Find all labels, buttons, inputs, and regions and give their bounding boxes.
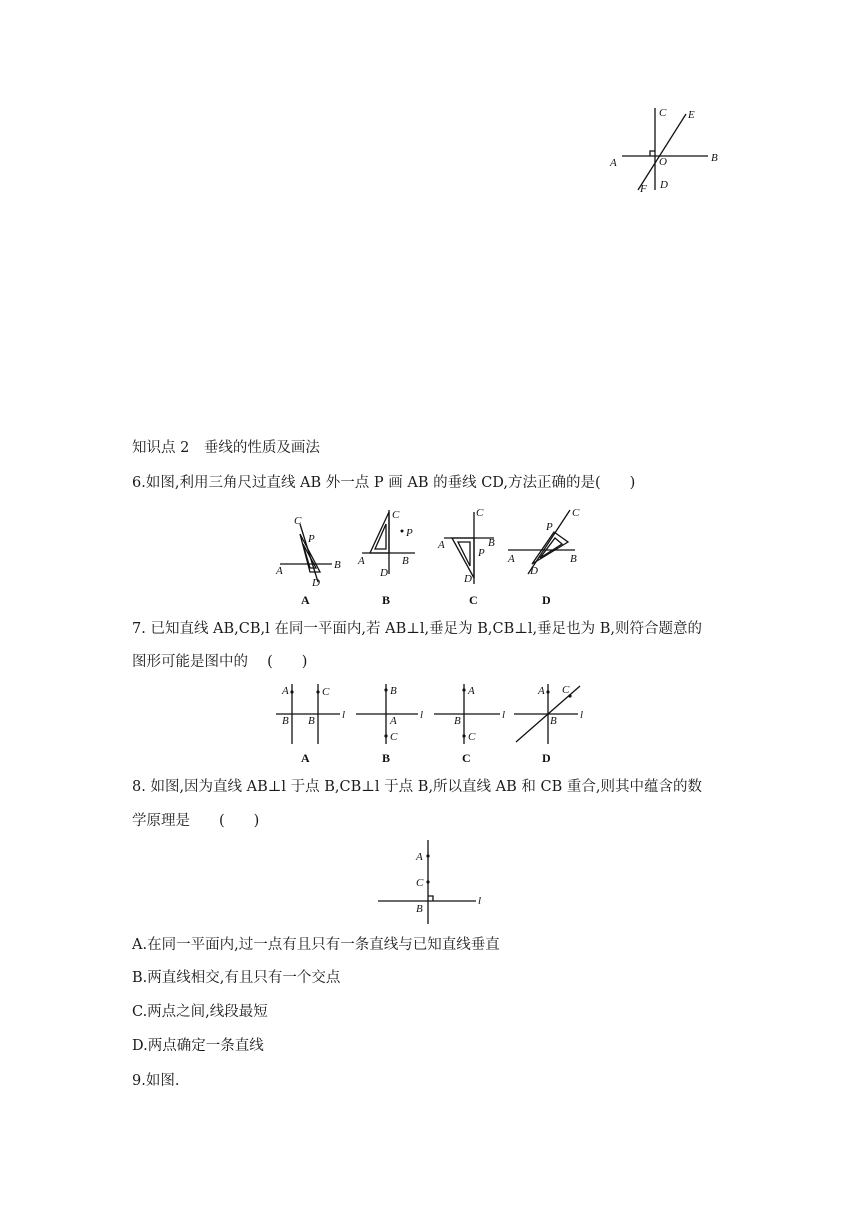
svg-text:l: l xyxy=(580,709,584,721)
svg-text:B: B xyxy=(334,559,341,571)
q7-figure-b xyxy=(356,684,423,765)
svg-text:B: B xyxy=(570,553,577,565)
q6-option-b: B xyxy=(382,593,391,607)
svg-text:A: A xyxy=(276,565,283,577)
choice-b: B.两直线相交,有且只有一个交点 xyxy=(132,970,341,986)
choice-d: D.两点确定一条直线 xyxy=(132,1038,264,1054)
svg-text:B: B xyxy=(416,903,423,915)
svg-text:A: A xyxy=(538,685,545,697)
label-f: F xyxy=(640,183,647,195)
svg-text:A: A xyxy=(508,553,515,565)
svg-text:A: A xyxy=(282,685,289,697)
question-8-line1: 8. 如图,因为直线 AB⊥l 于点 B,CB⊥l 于点 B,所以直线 AB 和 CB 重合,则其中蕴含的数 xyxy=(132,779,702,795)
svg-text:A: A xyxy=(416,851,423,863)
svg-text:B: B xyxy=(550,715,557,727)
q7-option-b: B xyxy=(382,751,391,765)
q7-option-c: C xyxy=(462,751,471,765)
label-a: A xyxy=(610,157,617,169)
label-o: O xyxy=(659,156,667,168)
svg-text:C: C xyxy=(322,686,330,698)
svg-text:B: B xyxy=(402,555,409,567)
q6-figure-c xyxy=(437,507,495,607)
svg-text:B: B xyxy=(308,715,315,727)
svg-text:D: D xyxy=(380,567,388,579)
question-7-line1: 7. 已知直线 AB,CB,l 在同一平面内,若 AB⊥l,垂足为 B,CB⊥l,垂足也为 B,则符合题意的 xyxy=(132,621,703,637)
q7-figure-c xyxy=(434,684,505,765)
q6-option-d: D xyxy=(542,593,551,607)
label-c: C xyxy=(659,107,667,119)
q6-option-c: C xyxy=(469,593,478,607)
q6-figure-b xyxy=(357,509,415,607)
svg-text:P: P xyxy=(308,533,315,545)
q7-option-a: A xyxy=(301,751,310,765)
svg-text:C: C xyxy=(476,507,484,519)
figure-q8 xyxy=(370,836,500,928)
right-angle-mark xyxy=(650,151,655,156)
svg-text:A: A xyxy=(390,715,397,727)
svg-text:C: C xyxy=(468,731,476,743)
svg-text:P: P xyxy=(406,527,413,539)
figure-q7-options xyxy=(270,680,600,770)
q6-option-a: A xyxy=(301,593,310,607)
svg-text:D: D xyxy=(312,577,320,589)
q7-figure-a xyxy=(276,684,345,765)
q7-option-d: D xyxy=(542,751,551,765)
svg-text:A: A xyxy=(358,555,365,567)
svg-text:D: D xyxy=(464,573,472,585)
svg-text:D: D xyxy=(530,565,538,577)
figure-perpendicular-lines xyxy=(600,100,730,195)
question-8-line2: 学原理是 ( ) xyxy=(132,813,260,829)
svg-text:A: A xyxy=(438,539,445,551)
choice-c: C.两点之间,线段最短 xyxy=(132,1004,268,1020)
svg-text:C: C xyxy=(392,509,400,521)
q6-figure-a xyxy=(275,515,341,607)
svg-text:l: l xyxy=(342,709,346,721)
label-d: D xyxy=(660,179,668,191)
svg-text:l: l xyxy=(420,709,424,721)
svg-text:B: B xyxy=(488,537,495,549)
question-9: 9.如图. xyxy=(132,1073,180,1089)
figure-q6-options xyxy=(270,502,600,610)
svg-text:C: C xyxy=(416,877,424,889)
svg-text:P: P xyxy=(546,521,553,533)
q6-figure-d xyxy=(507,507,580,607)
svg-text:C: C xyxy=(572,507,580,519)
svg-text:A: A xyxy=(468,685,475,697)
svg-text:l: l xyxy=(502,709,506,721)
section-title: 知识点 2 垂线的性质及画法 xyxy=(132,440,320,456)
svg-text:C: C xyxy=(562,684,570,696)
svg-text:B: B xyxy=(390,685,397,697)
q7-figure-d xyxy=(514,684,583,765)
question-6: 6.如图,利用三角尺过直线 AB 外一点 P 画 AB 的垂线 CD,方法正确的是( ) xyxy=(132,475,636,491)
question-7-line2: 图形可能是图中的 ( ) xyxy=(132,654,308,670)
label-b: B xyxy=(711,152,718,164)
svg-text:C: C xyxy=(294,515,302,527)
svg-text:l: l xyxy=(478,895,482,907)
svg-text:P: P xyxy=(478,547,485,559)
svg-text:C: C xyxy=(390,731,398,743)
svg-text:B: B xyxy=(282,715,289,727)
choice-a: A.在同一平面内,过一点有且只有一条直线与已知直线垂直 xyxy=(132,937,500,953)
svg-text:B: B xyxy=(454,715,461,727)
label-e: E xyxy=(688,109,695,121)
